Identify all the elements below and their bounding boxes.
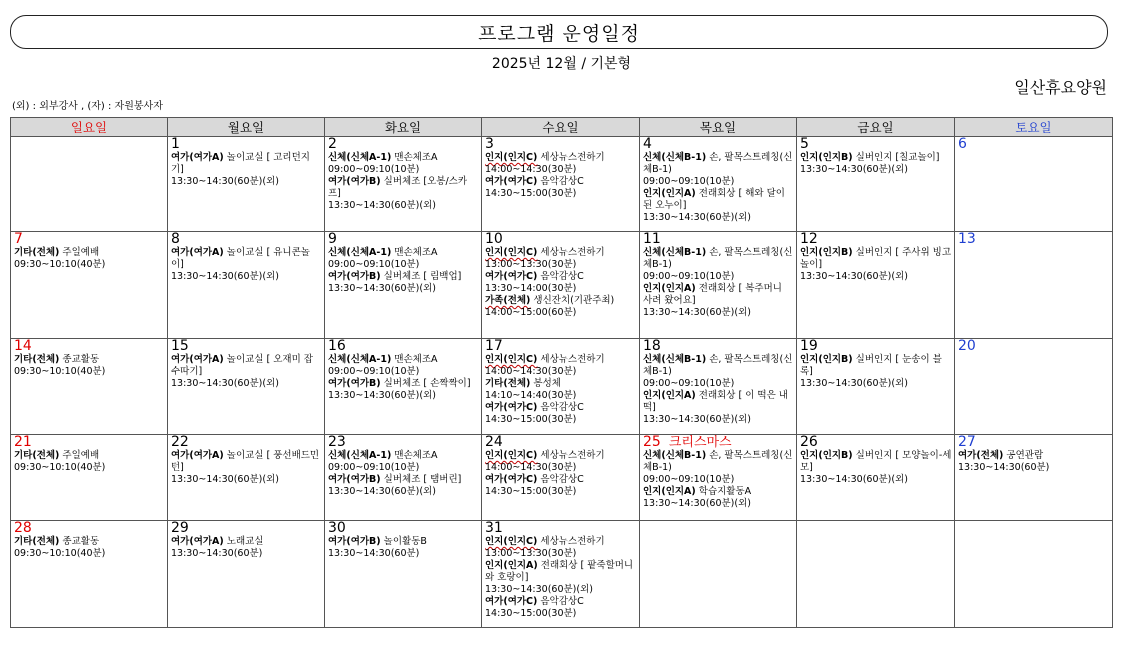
event-category: 인지(인지B) bbox=[800, 152, 853, 163]
event-category: 여가(여가A) bbox=[171, 152, 224, 163]
event-time: 13:30~14:30(60분) bbox=[958, 462, 1050, 473]
day-number: 15 bbox=[171, 338, 189, 354]
day-number: 21 bbox=[14, 434, 32, 450]
event-title: 놀이교실 [ 고리던지기] bbox=[171, 152, 310, 175]
day-number: 22 bbox=[171, 434, 189, 450]
event-title: 전래회상 [ 해와 달이된 오누이] bbox=[643, 188, 785, 211]
day-number: 29 bbox=[171, 520, 189, 536]
event-time: 13:30~14:30(60분)(외) bbox=[643, 307, 751, 318]
event-time: 09:00~09:10(10분) bbox=[328, 164, 420, 175]
day-number: 8 bbox=[171, 231, 180, 247]
event-time: 09:30~10:10(40분) bbox=[14, 366, 106, 377]
event-category: 가족(전체) bbox=[485, 295, 531, 306]
event-title: 음악감상C bbox=[537, 176, 584, 187]
event-time: 09:00~09:10(10분) bbox=[643, 176, 735, 187]
event-time: 13:00~13:30(30분) bbox=[485, 548, 577, 559]
event-title: 세상뉴스전하기 bbox=[537, 354, 605, 365]
event-time: 14:30~15:00(30분) bbox=[485, 414, 577, 425]
event-category: 여가(여가A) bbox=[171, 354, 224, 365]
event-title: 세상뉴스전하기 bbox=[537, 152, 605, 163]
event-time: 09:00~09:10(10분) bbox=[328, 462, 420, 473]
day-number: 7 bbox=[14, 231, 23, 247]
schedule-event bbox=[485, 378, 637, 402]
event-time: 13:30~14:30(60분) bbox=[171, 548, 263, 559]
day-cell bbox=[11, 435, 168, 521]
legend-note: (외) : 외부강사 , (자) : 자원봉사자 bbox=[12, 101, 163, 112]
event-time: 09:00~09:10(10분) bbox=[643, 271, 735, 282]
schedule-event bbox=[643, 152, 794, 188]
event-title: 놀이교실 [ 유니콘놀이] bbox=[171, 247, 310, 270]
schedule-event bbox=[485, 474, 637, 498]
event-title: 세상뉴스전하기 bbox=[537, 247, 605, 258]
event-title: 전래회상 [ 팥죽할머니와 호랑이] bbox=[485, 560, 634, 583]
day-number: 25 bbox=[643, 434, 661, 450]
event-category: 신체(신체A-1) bbox=[328, 247, 392, 258]
week-row bbox=[11, 232, 1113, 339]
event-time: 13:30~14:30(60분)(외) bbox=[485, 584, 593, 595]
day-cell bbox=[325, 339, 482, 435]
day-number: 2 bbox=[328, 136, 337, 152]
day-cell bbox=[640, 232, 797, 339]
event-category: 여가(여가C) bbox=[485, 596, 538, 607]
schedule-event bbox=[643, 283, 794, 319]
event-title: 봉성체 bbox=[530, 378, 561, 389]
schedule-event bbox=[14, 247, 165, 271]
event-time: 13:30~14:30(60분)(외) bbox=[643, 498, 751, 509]
event-time: 13:30~14:30(60분)(외) bbox=[800, 164, 908, 175]
event-category: 인지(인지C) bbox=[485, 450, 538, 461]
event-time: 14:30~15:00(30분) bbox=[485, 608, 577, 619]
event-category: 기타(전체) bbox=[14, 354, 60, 365]
schedule-event bbox=[14, 536, 165, 560]
schedule-event bbox=[328, 450, 479, 474]
schedule-event bbox=[485, 152, 637, 176]
day-cell bbox=[797, 339, 955, 435]
event-time: 14:00~14:30(30분) bbox=[485, 164, 577, 175]
week-row bbox=[11, 137, 1113, 232]
event-category: 여가(여가B) bbox=[328, 474, 381, 485]
event-title: 실버체조 [ 탬버린] bbox=[380, 474, 462, 485]
weekday-thu: 목요일 bbox=[640, 118, 797, 137]
event-title: 실버인지 [ 주사위 빙고놀이] bbox=[800, 247, 952, 270]
event-title: 학습지활동A bbox=[695, 486, 752, 497]
day-cell bbox=[640, 137, 797, 232]
event-time: 13:30~14:30(60분)(외) bbox=[800, 271, 908, 282]
schedule-event bbox=[643, 354, 794, 390]
day-cell bbox=[325, 435, 482, 521]
event-title: 종교활동 bbox=[59, 354, 100, 365]
event-category: 여가(여가C) bbox=[485, 176, 538, 187]
schedule-event bbox=[958, 450, 1110, 474]
schedule-event bbox=[328, 378, 479, 402]
day-cell bbox=[797, 521, 955, 628]
schedule-event bbox=[328, 176, 479, 212]
schedule-event bbox=[485, 354, 637, 378]
day-number: 17 bbox=[485, 338, 503, 354]
event-time: 14:00~15:00(60분) bbox=[485, 307, 577, 318]
event-time: 13:30~14:30(60분)(외) bbox=[328, 390, 436, 401]
event-category: 여가(전체) bbox=[958, 450, 1004, 461]
schedule-event bbox=[485, 176, 637, 200]
day-cell bbox=[168, 137, 325, 232]
event-title: 세상뉴스전하기 bbox=[537, 536, 605, 547]
day-number: 18 bbox=[643, 338, 661, 354]
schedule-event bbox=[485, 295, 637, 319]
event-time: 13:30~14:30(60분)(외) bbox=[171, 176, 279, 187]
title-banner bbox=[10, 15, 1108, 49]
day-cell bbox=[955, 435, 1113, 521]
organization-name: 일산휴요양원 bbox=[1014, 78, 1107, 97]
week-row bbox=[11, 521, 1113, 628]
event-title: 전래회상 [ 이 떡은 내 떡] bbox=[643, 390, 788, 413]
event-category: 신체(신체B-1) bbox=[643, 152, 707, 163]
event-time: 09:00~09:10(10분) bbox=[328, 366, 420, 377]
event-title: 생신잔치(기관주최) bbox=[530, 295, 615, 306]
event-title: 맨손체조A bbox=[391, 354, 438, 365]
page-subtitle: 2025년 12월 / 기본형 bbox=[491, 56, 632, 72]
event-time: 13:30~14:30(60분)(외) bbox=[800, 378, 908, 389]
event-title: 맨손체조A bbox=[391, 247, 438, 258]
event-time: 09:30~10:10(40분) bbox=[14, 548, 106, 559]
event-title: 맨손체조A bbox=[391, 152, 438, 163]
day-cell bbox=[482, 339, 640, 435]
schedule-event bbox=[643, 247, 794, 283]
day-cell bbox=[797, 137, 955, 232]
schedule-event bbox=[485, 560, 637, 596]
event-title: 놀이교실 [ 오재미 잡수따기] bbox=[171, 354, 313, 377]
weekday-mon: 월요일 bbox=[168, 118, 325, 137]
event-time: 14:10~14:40(30분) bbox=[485, 390, 577, 401]
event-time: 13:30~14:30(60분)(외) bbox=[171, 378, 279, 389]
event-title: 노래교실 bbox=[223, 536, 264, 547]
day-cell bbox=[168, 521, 325, 628]
day-number: 30 bbox=[328, 520, 346, 536]
event-category: 인지(인지B) bbox=[800, 354, 853, 365]
schedule-event bbox=[485, 596, 637, 620]
schedule-event bbox=[485, 402, 637, 426]
week-row bbox=[11, 339, 1113, 435]
schedule-event bbox=[328, 536, 479, 560]
day-cell bbox=[955, 232, 1113, 339]
day-number: 27 bbox=[958, 434, 976, 450]
day-cell bbox=[482, 435, 640, 521]
event-time: 13:30~14:30(60분)(외) bbox=[643, 212, 751, 223]
schedule-event bbox=[14, 354, 165, 378]
day-number: 28 bbox=[14, 520, 32, 536]
event-title: 전래회상 [ 복주머니 사려 왔어요] bbox=[643, 283, 782, 306]
event-title: 손, 팔목스트레칭(신체B-1) bbox=[643, 450, 793, 473]
day-cell bbox=[325, 521, 482, 628]
event-category: 여가(여가B) bbox=[328, 176, 381, 187]
day-number: 1 bbox=[171, 136, 180, 152]
event-category: 여가(여가A) bbox=[171, 247, 224, 258]
day-cell bbox=[640, 521, 797, 628]
event-title: 손, 팔목스트레칭(신체B-1) bbox=[643, 247, 793, 270]
event-category: 인지(인지A) bbox=[485, 560, 538, 571]
week-row bbox=[11, 435, 1113, 521]
schedule-event bbox=[485, 247, 637, 271]
event-category: 인지(인지C) bbox=[485, 152, 538, 163]
day-cell bbox=[11, 339, 168, 435]
schedule-event bbox=[643, 486, 794, 510]
event-time: 09:00~09:10(10분) bbox=[643, 474, 735, 485]
event-category: 신체(신체A-1) bbox=[328, 450, 392, 461]
weekday-header-row bbox=[11, 118, 1113, 137]
event-category: 여가(여가C) bbox=[485, 474, 538, 485]
event-category: 여가(여가B) bbox=[328, 378, 381, 389]
event-time: 09:30~10:10(40분) bbox=[14, 462, 106, 473]
day-number: 26 bbox=[800, 434, 818, 450]
day-cell bbox=[640, 339, 797, 435]
event-time: 13:30~14:30(60분)(외) bbox=[800, 474, 908, 485]
event-title: 주일예배 bbox=[59, 450, 100, 461]
schedule-event bbox=[800, 152, 952, 176]
event-time: 13:30~14:30(60분)(외) bbox=[171, 474, 279, 485]
day-number: 9 bbox=[328, 231, 337, 247]
event-time: 13:30~14:30(60분)(외) bbox=[328, 200, 436, 211]
event-category: 인지(인지B) bbox=[800, 247, 853, 258]
event-category: 신체(신체A-1) bbox=[328, 152, 392, 163]
event-category: 신체(신체B-1) bbox=[643, 450, 707, 461]
event-time: 09:00~09:10(10분) bbox=[328, 259, 420, 270]
weekday-wed: 수요일 bbox=[482, 118, 640, 137]
event-time: 13:30~14:00(30분) bbox=[485, 283, 577, 294]
event-time: 09:30~10:10(40분) bbox=[14, 259, 106, 270]
schedule-event bbox=[328, 474, 479, 498]
schedule-event bbox=[800, 450, 952, 486]
event-category: 기타(전체) bbox=[14, 450, 60, 461]
event-time: 13:30~14:30(60분) bbox=[328, 548, 420, 559]
schedule-event bbox=[485, 536, 637, 560]
event-category: 여가(여가A) bbox=[171, 536, 224, 547]
weekday-sat: 토요일 bbox=[955, 118, 1113, 137]
schedule-event bbox=[328, 247, 479, 271]
day-cell bbox=[482, 232, 640, 339]
event-category: 여가(여가B) bbox=[328, 536, 381, 547]
event-category: 신체(신체B-1) bbox=[643, 354, 707, 365]
schedule-event bbox=[171, 152, 322, 188]
event-category: 신체(신체A-1) bbox=[328, 354, 392, 365]
event-time: 13:30~14:30(60분)(외) bbox=[643, 414, 751, 425]
weekday-fri: 금요일 bbox=[797, 118, 955, 137]
day-number: 10 bbox=[485, 231, 503, 247]
day-cell bbox=[325, 232, 482, 339]
schedule-event bbox=[643, 390, 794, 426]
event-title: 실버인지 [ 모양놀이-세모] bbox=[800, 450, 952, 473]
event-title: 음악감상C bbox=[537, 596, 584, 607]
weekday-tue: 화요일 bbox=[325, 118, 482, 137]
event-category: 인지(인지B) bbox=[800, 450, 853, 461]
day-cell bbox=[11, 521, 168, 628]
event-time: 13:30~14:30(60분)(외) bbox=[328, 283, 436, 294]
schedule-event bbox=[171, 450, 322, 486]
day-cell bbox=[797, 232, 955, 339]
day-number: 6 bbox=[958, 136, 967, 152]
event-category: 인지(인지C) bbox=[485, 247, 538, 258]
event-title: 실버인지 [ 눈송이 블록] bbox=[800, 354, 942, 377]
day-cell bbox=[955, 137, 1113, 232]
event-category: 여가(여가C) bbox=[485, 402, 538, 413]
event-category: 인지(인지A) bbox=[643, 283, 696, 294]
event-category: 인지(인지A) bbox=[643, 188, 696, 199]
event-title: 음악감상C bbox=[537, 402, 584, 413]
event-title: 실버체조 [오봉/스카프] bbox=[328, 176, 468, 199]
day-number: 16 bbox=[328, 338, 346, 354]
schedule-event bbox=[328, 271, 479, 295]
event-category: 여가(여가A) bbox=[171, 450, 224, 461]
day-number: 24 bbox=[485, 434, 503, 450]
schedule-event bbox=[328, 354, 479, 378]
event-title: 실버인지 [칠교놀이] bbox=[852, 152, 940, 163]
event-title: 음악감상C bbox=[537, 271, 584, 282]
event-time: 14:00~14:30(30분) bbox=[485, 366, 577, 377]
event-title: 세상뉴스전하기 bbox=[537, 450, 605, 461]
event-category: 기타(전체) bbox=[14, 536, 60, 547]
event-time: 13:30~14:30(60분)(외) bbox=[328, 486, 436, 497]
event-time: 14:30~15:00(30분) bbox=[485, 188, 577, 199]
schedule-event bbox=[328, 152, 479, 176]
day-number: 11 bbox=[643, 231, 661, 247]
schedule-event bbox=[485, 450, 637, 474]
event-category: 인지(인지C) bbox=[485, 354, 538, 365]
day-cell bbox=[955, 339, 1113, 435]
event-category: 기타(전체) bbox=[14, 247, 60, 258]
event-title: 공연관람 bbox=[1003, 450, 1044, 461]
day-cell bbox=[482, 521, 640, 628]
day-number: 4 bbox=[643, 136, 652, 152]
event-title: 음악감상C bbox=[537, 474, 584, 485]
calendar-table bbox=[10, 117, 1113, 628]
event-title: 맨손체조A bbox=[391, 450, 438, 461]
event-time: 09:00~09:10(10분) bbox=[643, 378, 735, 389]
schedule-event bbox=[171, 247, 322, 283]
day-cell bbox=[11, 232, 168, 339]
schedule-event bbox=[800, 354, 952, 390]
day-number: 3 bbox=[485, 136, 494, 152]
day-number: 19 bbox=[800, 338, 818, 354]
event-title: 놀이교실 [ 풍선배드민턴] bbox=[171, 450, 320, 473]
event-title: 손, 팔목스트레칭(신체B-1) bbox=[643, 152, 793, 175]
schedule-event bbox=[485, 271, 637, 295]
event-category: 여가(여가B) bbox=[328, 271, 381, 282]
event-time: 14:30~15:00(30분) bbox=[485, 486, 577, 497]
schedule-event bbox=[171, 536, 322, 560]
day-number: 20 bbox=[958, 338, 976, 354]
event-title: 종교활동 bbox=[59, 536, 100, 547]
day-number: 14 bbox=[14, 338, 32, 354]
event-category: 인지(인지A) bbox=[643, 486, 696, 497]
day-cell bbox=[168, 339, 325, 435]
event-time: 13:00~13:30(30분) bbox=[485, 259, 577, 270]
day-cell bbox=[797, 435, 955, 521]
event-category: 인지(인지C) bbox=[485, 536, 538, 547]
event-time: 14:00~14:30(30분) bbox=[485, 462, 577, 473]
event-title: 손, 팔목스트레칭(신체B-1) bbox=[643, 354, 793, 377]
schedule-event bbox=[171, 354, 322, 390]
day-cell bbox=[11, 137, 168, 232]
schedule-event bbox=[643, 450, 794, 486]
day-number: 31 bbox=[485, 520, 503, 536]
day-cell bbox=[325, 137, 482, 232]
day-cell bbox=[168, 232, 325, 339]
day-number: 13 bbox=[958, 231, 976, 247]
page-title: 프로그램 운영일정 bbox=[478, 22, 640, 45]
schedule-event bbox=[14, 450, 165, 474]
event-category: 신체(신체B-1) bbox=[643, 247, 707, 258]
schedule-event bbox=[800, 247, 952, 283]
holiday-label: 크리스마스 bbox=[668, 435, 732, 450]
event-title: 놀이활동B bbox=[380, 536, 427, 547]
event-time: 13:30~14:30(60분)(외) bbox=[171, 271, 279, 282]
event-title: 실버체조 [ 림백업] bbox=[380, 271, 462, 282]
day-number: 5 bbox=[800, 136, 809, 152]
day-number: 12 bbox=[800, 231, 818, 247]
day-cell bbox=[640, 435, 797, 521]
event-category: 인지(인지A) bbox=[643, 390, 696, 401]
schedule-event bbox=[643, 188, 794, 224]
event-title: 주일예배 bbox=[59, 247, 100, 258]
event-category: 기타(전체) bbox=[485, 378, 531, 389]
weekday-sun: 일요일 bbox=[11, 118, 168, 137]
event-category: 여가(여가C) bbox=[485, 271, 538, 282]
day-cell bbox=[482, 137, 640, 232]
day-cell bbox=[955, 521, 1113, 628]
day-cell bbox=[168, 435, 325, 521]
day-number: 23 bbox=[328, 434, 346, 450]
event-title: 실버체조 [ 손짝짝이] bbox=[380, 378, 471, 389]
